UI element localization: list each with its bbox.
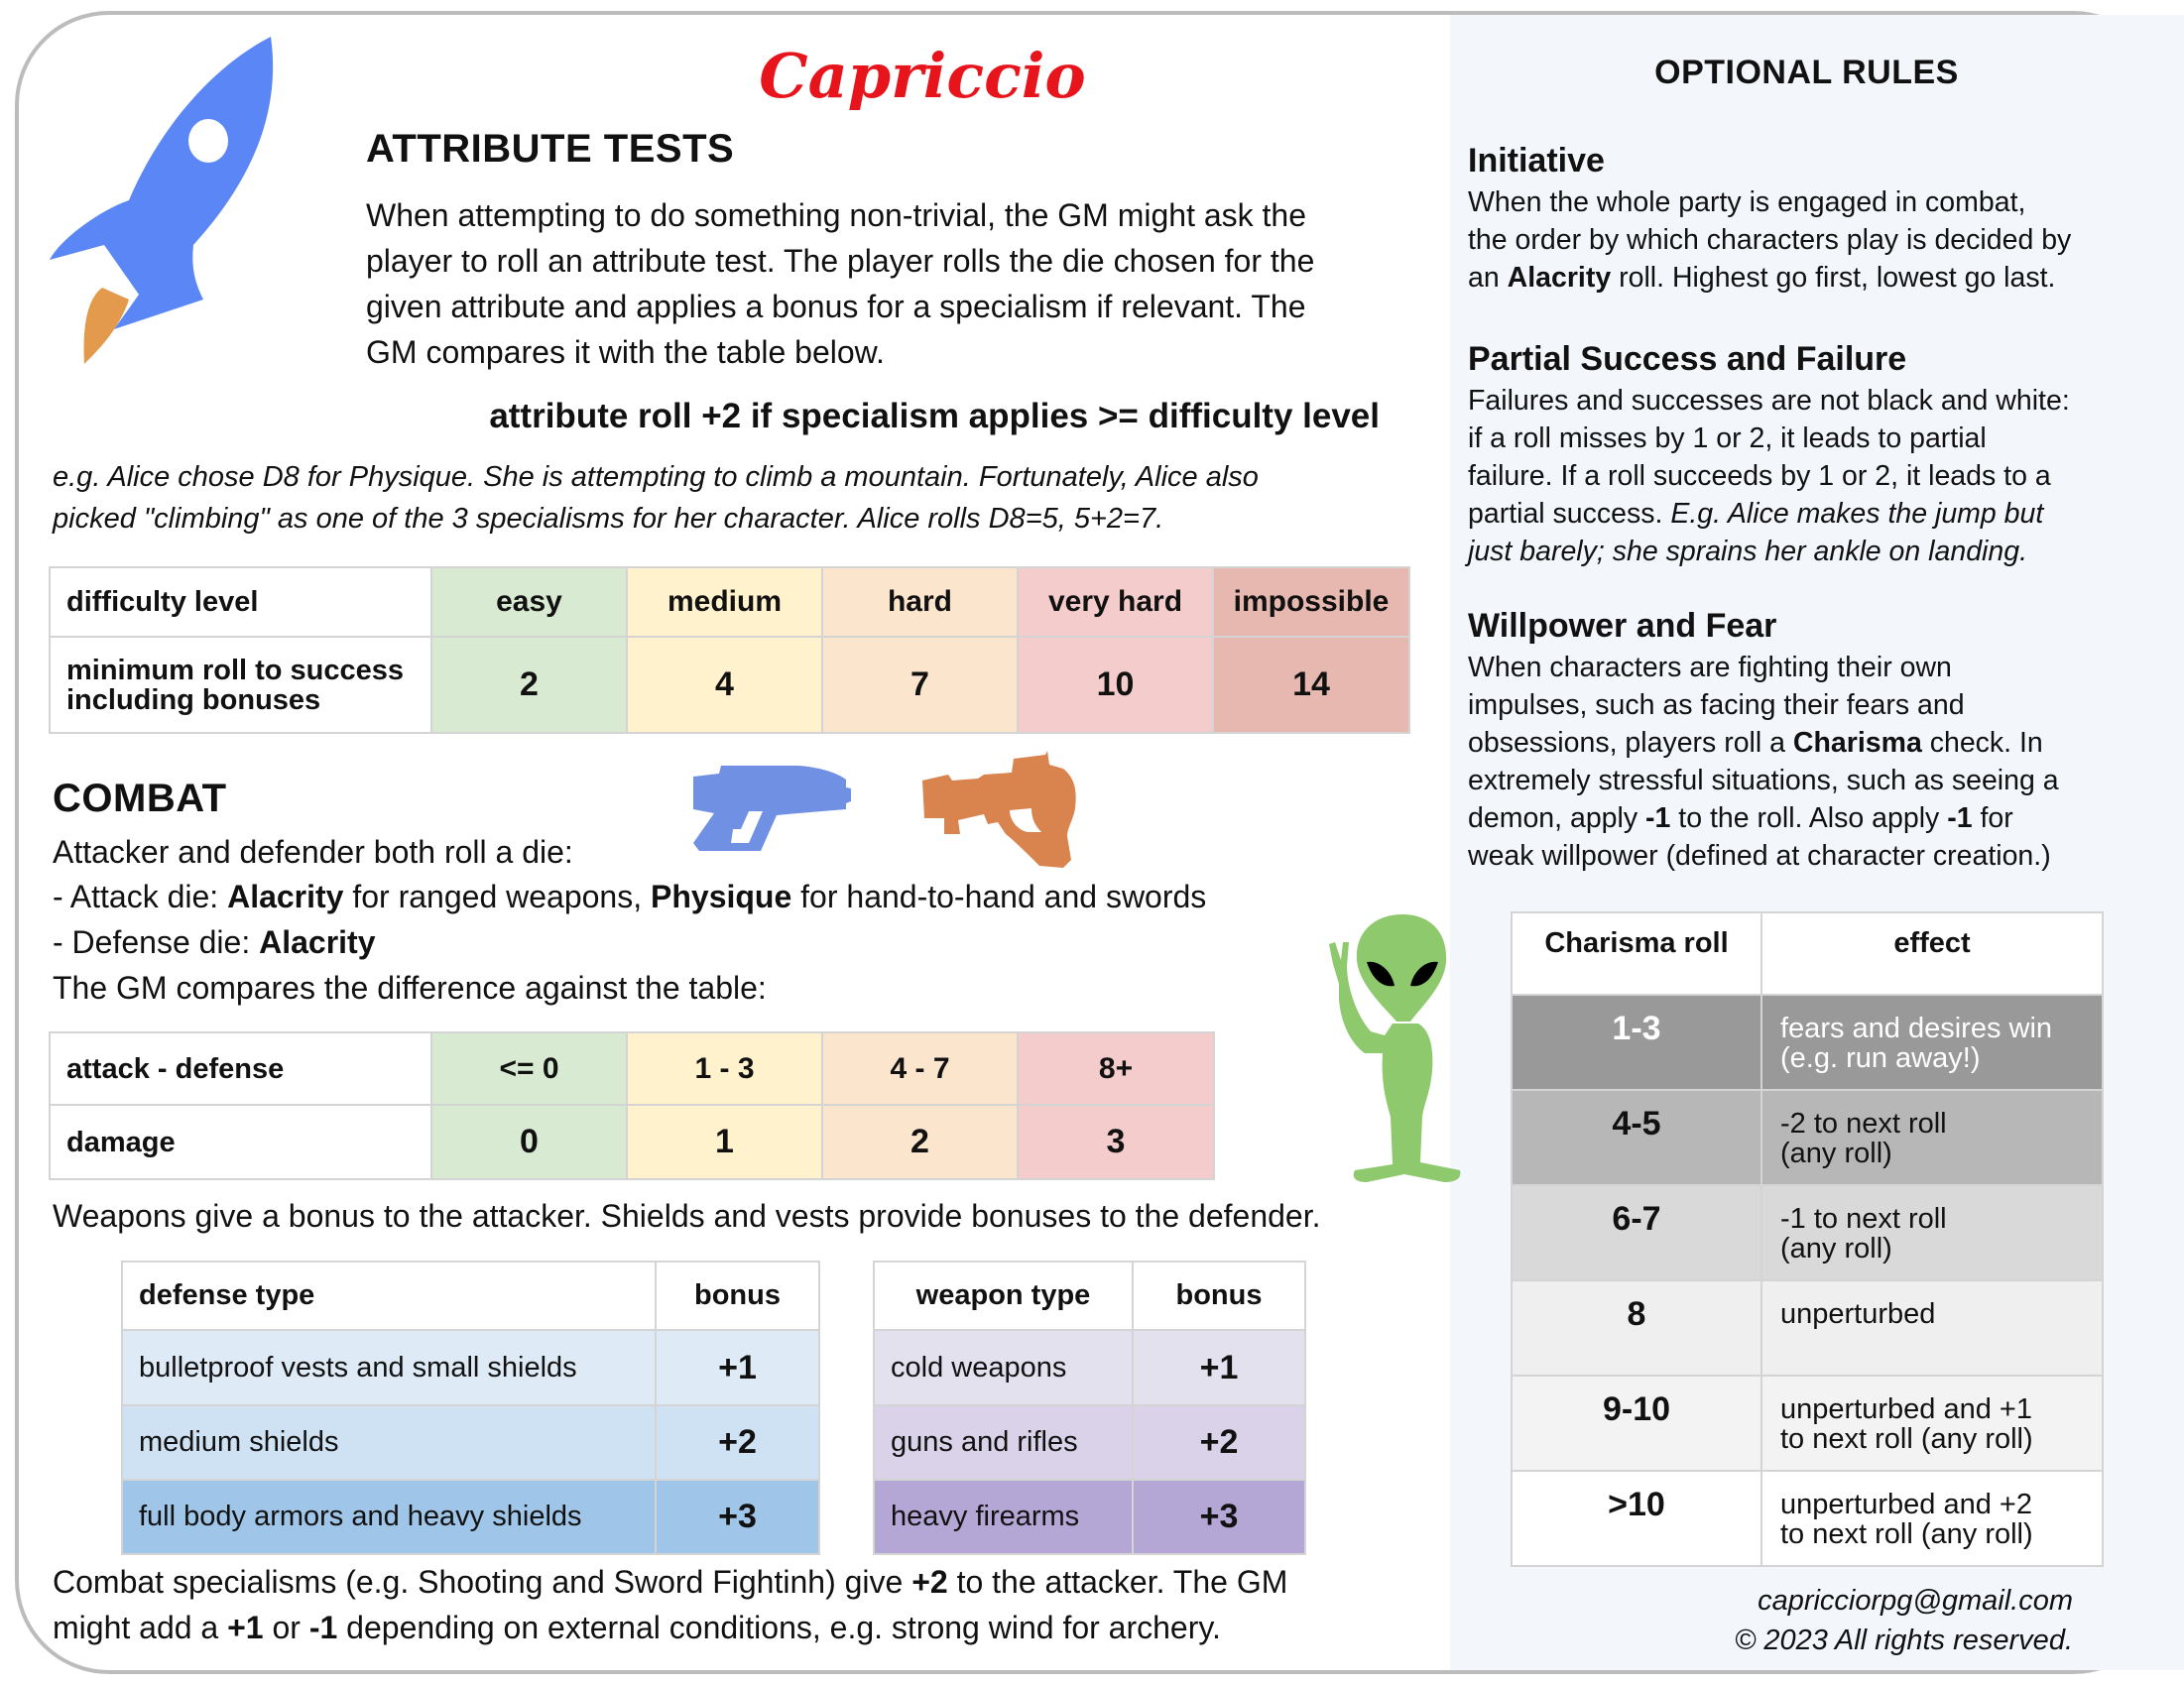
text: Combat specialisms (e.g. Shooting and Sword Fightinh) give — [53, 1564, 912, 1600]
difficulty-medium: medium — [627, 567, 822, 637]
effect-line: unperturbed and +2 — [1780, 1489, 2032, 1520]
text-line: Failures and successes are not black and white: — [1468, 385, 2070, 417]
min-roll-value: 4 — [627, 637, 822, 733]
attribute-formula: attribute roll +2 if specialism applies >= difficulty level — [489, 397, 1380, 435]
difficulty-table — [49, 566, 1410, 734]
bonus-value: +2 — [911, 1564, 948, 1600]
logo-text: Capriccio — [759, 40, 1086, 112]
defense-bonus: +3 — [656, 1480, 819, 1554]
text: to the roll. Also apply — [1670, 802, 1948, 834]
text-line: When characters are fighting their own — [1468, 652, 1952, 683]
charisma-header-row — [1512, 912, 2103, 995]
diff-range: <= 0 — [431, 1032, 627, 1105]
defense-type: bulletproof vests and small shields — [122, 1330, 656, 1405]
blaster-orange-icon — [918, 751, 1081, 872]
weapon-header-row — [874, 1262, 1305, 1330]
damage-value: 2 — [822, 1105, 1018, 1179]
example-text: just barely; she sprains her ankle on landing. — [1468, 536, 2028, 567]
paragraph-line: given attribute and applies a bonus for a specialism if relevant. The — [366, 289, 1306, 324]
charisma-effect — [1761, 1471, 2103, 1566]
effect-line: -2 to next roll — [1780, 1108, 1947, 1140]
paragraph-line: When attempting to do something non-trivial, the GM might ask the — [366, 197, 1307, 233]
charisma-effect — [1761, 1185, 2103, 1280]
text: obsessions, players roll a — [1468, 727, 1793, 759]
text: check. In — [1921, 727, 2043, 759]
effect-line: fears and desires win — [1780, 1013, 2053, 1044]
rocket-body — [50, 37, 273, 329]
defense-row — [122, 1405, 819, 1480]
attribute-tests-paragraph — [366, 192, 1417, 375]
min-roll-value: 14 — [1213, 637, 1409, 733]
weapon-bonus-table — [873, 1261, 1306, 1555]
effect-line: to next roll (any roll) — [1780, 1518, 2033, 1550]
bonus-note: Weapons give a bonus to the attacker. Shields and vests provide bonuses to the defender. — [53, 1198, 1321, 1234]
contact-email: capricciorpg@gmail.com — [1758, 1585, 2073, 1617]
charisma-row — [1512, 1090, 2103, 1185]
modifier: -1 — [1645, 802, 1671, 834]
defense-row — [122, 1480, 819, 1554]
weapon-row — [874, 1330, 1305, 1405]
defense-type: medium shields — [122, 1405, 656, 1480]
difficulty-easy: easy — [431, 567, 627, 637]
optional-rules-title: OPTIONAL RULES — [1654, 54, 1959, 91]
row-label: difficulty level — [50, 567, 431, 637]
min-roll-value: 10 — [1018, 637, 1213, 733]
text: - Attack die: — [53, 879, 228, 914]
text-line — [1468, 259, 2152, 297]
capriccio-logo — [759, 28, 1086, 127]
header-charisma-roll: Charisma roll — [1512, 912, 1761, 995]
diff-range: 4 - 7 — [822, 1032, 1018, 1105]
blaster-blue-icon — [689, 762, 854, 855]
effect-line: unperturbed — [1780, 1298, 1936, 1330]
defense-header-row — [122, 1262, 819, 1330]
paragraph-line: GM compares it with the table below. — [366, 334, 885, 370]
charisma-effect — [1761, 1280, 2103, 1376]
attribute-alacrity: Alacrity — [227, 879, 344, 914]
charisma-row — [1512, 1471, 2103, 1566]
example-line: picked "climbing" as one of the 3 specialisms for her character. Alice rolls D8=5, 5+2=7. — [53, 503, 1164, 535]
weapon-type: guns and rifles — [874, 1405, 1133, 1480]
attribute-charisma: Charisma — [1792, 727, 1922, 759]
bonus-value: -1 — [308, 1610, 338, 1645]
row-label: damage — [50, 1105, 431, 1179]
difficulty-impossible: impossible — [1213, 567, 1409, 637]
text: or — [263, 1610, 309, 1645]
text: to the attacker. The GM — [947, 1564, 1288, 1600]
initiative-body — [1468, 183, 2152, 297]
difficulty-header-row — [50, 567, 1409, 637]
charisma-row — [1512, 1280, 2103, 1376]
weapon-bonus: +1 — [1133, 1330, 1305, 1405]
header-defense-type: defense type — [122, 1262, 656, 1330]
effect-line: (any roll) — [1780, 1233, 1892, 1264]
header-bonus: bonus — [1133, 1262, 1305, 1330]
weapon-row — [874, 1405, 1305, 1480]
weapon-bonus: +2 — [1133, 1405, 1305, 1480]
attribute-alacrity: Alacrity — [259, 924, 376, 960]
modifier: -1 — [1947, 802, 1973, 834]
combat-intro: Attacker and defender both roll a die: — [53, 834, 573, 870]
rocket-icon — [45, 32, 293, 369]
combat-defense-line — [53, 924, 376, 961]
charisma-roll-value: >10 — [1512, 1471, 1761, 1566]
row-label: minimum roll to success including bonuses — [50, 637, 431, 733]
combat-closing-line-2 — [53, 1610, 1221, 1646]
effect-line: (any roll) — [1780, 1138, 1892, 1169]
combat-closing-line-1 — [53, 1564, 1287, 1601]
damage-table — [49, 1031, 1215, 1180]
text-line: extremely stressful situations, such as seeing a — [1468, 765, 2059, 796]
bonus-value: +1 — [227, 1610, 264, 1645]
text-line: the order by which characters play is decided by — [1468, 224, 2072, 256]
text: for hand-to-hand and swords — [791, 879, 1207, 914]
damage-value: 3 — [1018, 1105, 1214, 1179]
diff-range: 8+ — [1018, 1032, 1214, 1105]
charisma-row — [1512, 1185, 2103, 1280]
text-line — [1468, 799, 2152, 837]
text-line: impulses, such as facing their fears and — [1468, 689, 1965, 721]
combat-attack-line — [53, 879, 1206, 915]
diff-range: 1 - 3 — [627, 1032, 822, 1105]
defense-bonus: +1 — [656, 1330, 819, 1405]
header-effect: effect — [1761, 912, 2103, 995]
attribute-alacrity: Alacrity — [1507, 262, 1612, 294]
charisma-roll-value: 8 — [1512, 1280, 1761, 1376]
rocket-window — [188, 119, 228, 163]
header-weapon-type: weapon type — [874, 1262, 1133, 1330]
text: for — [1972, 802, 2013, 834]
partial-heading: Partial Success and Failure — [1468, 340, 1907, 378]
charisma-effect — [1761, 1090, 2103, 1185]
header-bonus: bonus — [656, 1262, 819, 1330]
defense-bonus-table — [121, 1261, 820, 1555]
text-line: weak willpower (defined at character creation.) — [1468, 840, 2051, 872]
charisma-effect — [1761, 1376, 2103, 1471]
damage-value: 1 — [627, 1105, 822, 1179]
charisma-row — [1512, 995, 2103, 1090]
text: partial success. — [1468, 498, 1671, 530]
weapon-type: heavy firearms — [874, 1480, 1133, 1554]
charisma-table — [1511, 911, 2104, 1567]
effect-line: (e.g. run away!) — [1780, 1042, 1981, 1074]
text: roll. Highest go first, lowest go last. — [1611, 262, 2056, 294]
effect-line: -1 to next roll — [1780, 1203, 1947, 1235]
charisma-effect — [1761, 995, 2103, 1090]
alien-icon — [1311, 904, 1465, 1188]
example-line: e.g. Alice chose D8 for Physique. She is attempting to climb a mountain. Fortunately, Alice also — [53, 461, 1259, 493]
damage-row — [50, 1105, 1214, 1179]
charisma-row — [1512, 1376, 2103, 1471]
copyright: © 2023 All rights reserved. — [1734, 1625, 2073, 1656]
difficulty-hard: hard — [822, 567, 1018, 637]
difficulty-very-hard: very hard — [1018, 567, 1213, 637]
text: demon, apply — [1468, 802, 1646, 834]
text-line: When the whole party is engaged in combat, — [1468, 186, 2026, 218]
weapon-bonus: +3 — [1133, 1480, 1305, 1554]
attribute-tests-title: ATTRIBUTE TESTS — [366, 127, 735, 171]
text-line — [1468, 495, 2152, 533]
charisma-roll-value: 4-5 — [1512, 1090, 1761, 1185]
attribute-example — [53, 456, 1431, 540]
text: for ranged weapons, — [343, 879, 651, 914]
min-roll-value: 7 — [822, 637, 1018, 733]
attack-defense-row — [50, 1032, 1214, 1105]
attribute-physique: Physique — [651, 879, 792, 914]
defense-type: full body armors and heavy shields — [122, 1480, 656, 1554]
defense-row — [122, 1330, 819, 1405]
text-line: failure. If a roll succeeds by 1 or 2, it leads to a — [1468, 460, 2051, 492]
text-line: if a roll misses by 1 or 2, it leads to partial — [1468, 422, 1987, 454]
willpower-heading: Willpower and Fear — [1468, 607, 1777, 645]
charisma-roll-value: 9-10 — [1512, 1376, 1761, 1471]
charisma-roll-value: 1-3 — [1512, 995, 1761, 1090]
example-text: E.g. Alice makes the jump but — [1670, 498, 2044, 530]
charisma-roll-value: 6-7 — [1512, 1185, 1761, 1280]
defense-bonus: +2 — [656, 1405, 819, 1480]
partial-body — [1468, 382, 2152, 570]
effect-line: to next roll (any roll) — [1780, 1423, 2033, 1455]
min-roll-row — [50, 637, 1409, 733]
text: depending on external conditions, e.g. strong wind for archery. — [337, 1610, 1221, 1645]
text-line — [1468, 533, 2152, 570]
text-line — [1468, 724, 2152, 762]
paragraph-line: player to roll an attribute test. The player rolls the die chosen for the — [366, 243, 1315, 279]
weapon-type: cold weapons — [874, 1330, 1133, 1405]
row-label: attack - defense — [50, 1032, 431, 1105]
combat-title: COMBAT — [53, 777, 227, 820]
min-roll-value: 2 — [431, 637, 627, 733]
text: - Defense die: — [53, 924, 260, 960]
willpower-body — [1468, 649, 2152, 875]
combat-compare-line: The GM compares the difference against the table: — [53, 970, 767, 1006]
damage-value: 0 — [431, 1105, 627, 1179]
weapon-row — [874, 1480, 1305, 1554]
effect-line: unperturbed and +1 — [1780, 1393, 2032, 1425]
initiative-heading: Initiative — [1468, 142, 1605, 180]
text: an — [1468, 262, 1508, 294]
text: might add a — [53, 1610, 228, 1645]
